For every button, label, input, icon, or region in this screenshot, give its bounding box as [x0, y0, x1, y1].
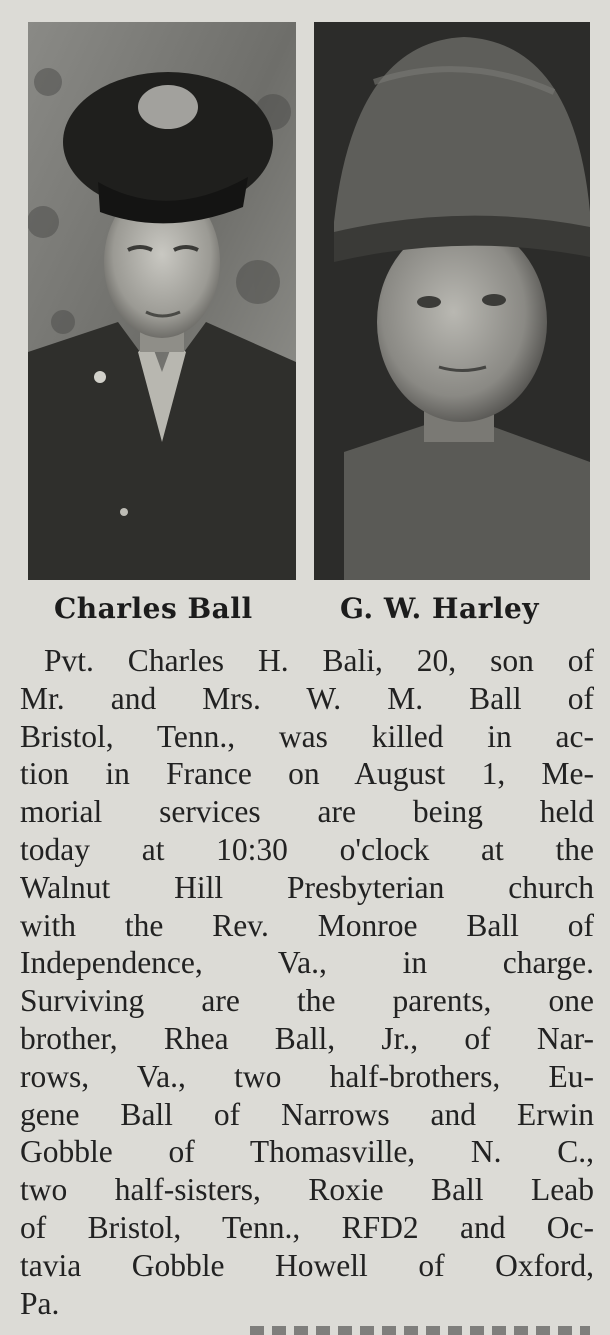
- article-line: tion in France on August 1, Me-: [20, 756, 594, 792]
- article-line: two half-sisters, Roxie Ball Leab: [20, 1172, 594, 1208]
- article-line: Walnut Hill Presbyterian church: [20, 869, 594, 905]
- portrait-soldier-helmet-image: [314, 22, 590, 580]
- article-line: rows, Va., two half-brothers, Eu-: [20, 1058, 594, 1094]
- photo-charles-ball: [28, 22, 296, 580]
- article-line: Pvt. Charles H. Bali, 20, son of: [44, 643, 594, 678]
- caption-g-w-harley: G. W. Harley: [340, 592, 540, 625]
- portrait-soldier-cap-image: [28, 22, 296, 580]
- article-line: Gobble of Thomasville, N. C.,: [20, 1134, 594, 1170]
- photo-g-w-harley: [314, 22, 590, 580]
- article-line: brother, Rhea Ball, Jr., of Nar-: [20, 1020, 594, 1056]
- article-line: Bristol, Tenn., was killed in ac-: [20, 718, 594, 754]
- article-line: today at 10:30 o'clock at the: [20, 831, 594, 867]
- article-line: Surviving are the parents, one: [20, 983, 594, 1019]
- article-line: Mr. and Mrs. W. M. Ball of: [20, 680, 594, 716]
- article-body: [20, 642, 594, 1322]
- article-line-last: Pa.: [20, 1285, 60, 1321]
- truncated-next-line: [250, 1326, 590, 1335]
- article-line: tavia Gobble Howell of Oxford,: [20, 1247, 594, 1283]
- article-line: gene Ball of Narrows and Erwin: [20, 1096, 594, 1132]
- article-line: of Bristol, Tenn., RFD2 and Oc-: [20, 1209, 594, 1245]
- article-line: morial services are being held: [20, 794, 594, 830]
- article-line: with the Rev. Monroe Ball of: [20, 907, 594, 943]
- article-line: Independence, Va., in charge.: [20, 945, 594, 981]
- caption-charles-ball: Charles Ball: [54, 592, 253, 625]
